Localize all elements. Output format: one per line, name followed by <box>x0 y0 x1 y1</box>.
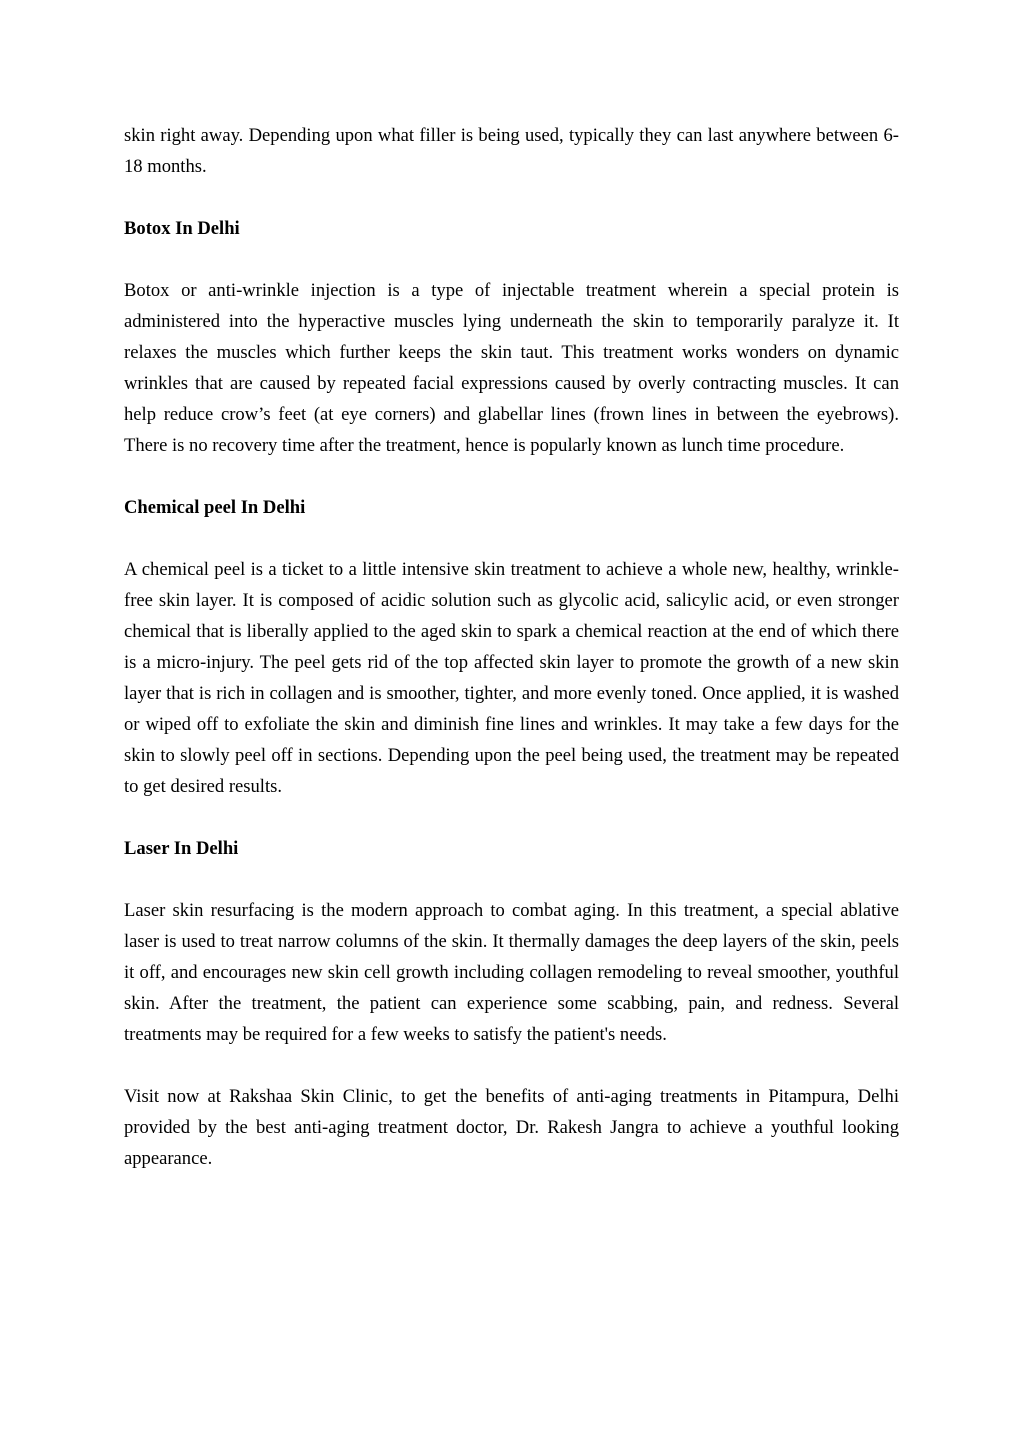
paragraph-botox: Botox or anti-wrinkle injection is a type of injectable treatment wherein a special protein is administered into the hyperactive muscles lying underneath the skin to temporarily paralyze it. It relaxes the muscles which further keeps the skin taut. This treatment works wonders on dynamic wrinkles that are caused by repeated facial expressions caused by overly contracting muscles. It can help reduce crow’s feet (at eye corners) and glabellar lines (frown lines in between the eyebrows). There is no recovery time after the treatment, hence is popularly known as lunch time procedure. <box>124 280 899 456</box>
document-page <box>124 120 899 1174</box>
paragraph-chemical-peel: A chemical peel is a ticket to a little intensive skin treatment to achieve a whole new, healthy, wrinkle-free skin layer. It is composed of acidic solution such as glycolic acid, salicylic acid, or even stronger chemical that is liberally applied to the aged skin to spark a chemical reaction at the end of which there is a micro-injury. The peel gets rid of the top affected skin layer to promote the growth of a new skin layer that is rich in collagen and is smoother, tighter, and more evenly toned. Once applied, it is washed or wiped off to exfoliate the skin and diminish fine lines and wrinkles. It may take a few days for the skin to slowly peel off in sections. Depending upon the peel being used, the treatment may be repeated to get desired results. <box>124 559 899 797</box>
paragraph-laser: Laser skin resurfacing is the modern approach to combat aging. In this treatment, a special ablative laser is used to treat narrow columns of the skin. It thermally damages the deep layers of the skin, peels it off, and encourages new skin cell growth including collagen remodeling to reveal smoother, youthful skin. After the treatment, the patient can experience some scabbing, pain, and redness. Several treatments may be required for a few weeks to satisfy the patient's needs. <box>124 900 899 1045</box>
paragraph-filler-duration: skin right away. Depending upon what filler is being used, typically they can last anywhere between 6-18 months. <box>124 125 899 177</box>
heading-laser: Laser In Delhi <box>124 838 239 859</box>
paragraph-visit-clinic: Visit now at Rakshaa Skin Clinic, to get the benefits of anti-aging treatments in Pitampura, Delhi provided by the best anti-aging treatment doctor, Dr. Rakesh Jangra to achieve a youthful looking appearance. <box>124 1086 899 1169</box>
heading-chemical-peel: Chemical peel In Delhi <box>124 497 306 518</box>
heading-botox: Botox In Delhi <box>124 218 240 239</box>
